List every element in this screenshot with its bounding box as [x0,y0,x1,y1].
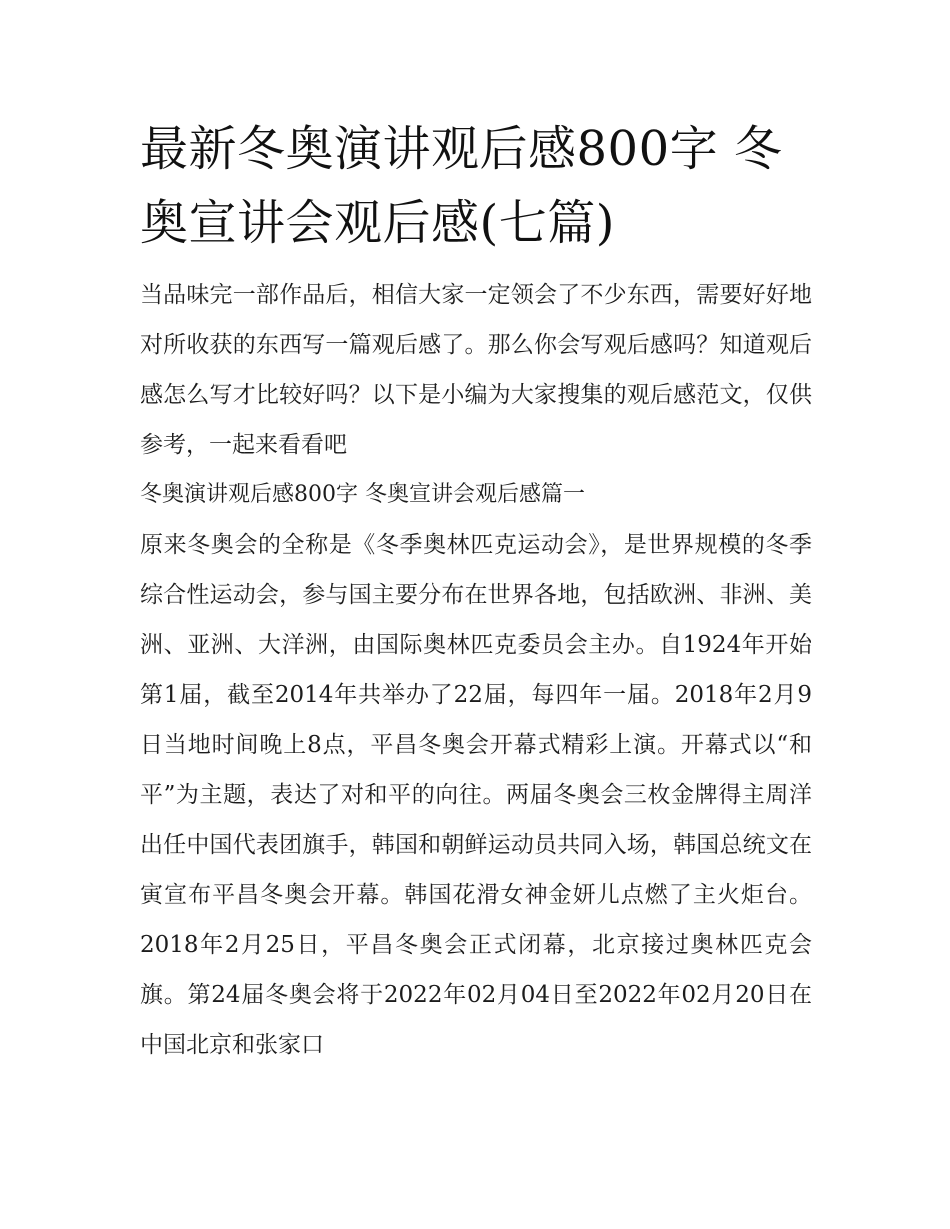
section-heading: 冬奥演讲观后感800字 冬奥宣讲会观后感篇一 [140,482,585,507]
section-body-paragraph: 原来冬奥会的全称是《冬季奥林匹克运动会》，是世界规模的冬季综合性运动会，参与国主要分布在世界各地，包括欧洲、非洲、美洲、亚洲、大洋洲，由国际奥林匹克委员会主办。自1924年开始第1届，截至2014年共举办了22届，每四年一届。2018年2月9日当地时间晚上8点，平昌冬奥会开幕式精彩上演。开幕式以“和平”为主题，表达了对和平的向往。两届冬奥会三枚金牌得主周洋出任中国代表团旗手，韩国和朝鲜运动员共同入场，韩国总统文在寅宣布平昌冬奥会开幕。韩国花滑女神金妍儿点燃了主火炬台。2018年2月25日，平昌冬奥会正式闭幕，北京接过奥林匹克会旗。第24届冬奥会将于2022年02月04日至2022年02月20日在中国北京和张家口 [140,532,812,1058]
document-title: 最新冬奥演讲观后感800字 冬奥宣讲会观后感(七篇) [140,121,783,251]
document-content [140,112,812,1070]
intro-paragraph: 当品味完一部作品后，相信大家一定领会了不少东西，需要好好地对所收获的东西写一篇观后感了。那么你会写观后感吗？知道观后感怎么写才比较好吗？以下是小编为大家搜集的观后感范文，仅供参考，一起来看看吧 [140,282,812,458]
